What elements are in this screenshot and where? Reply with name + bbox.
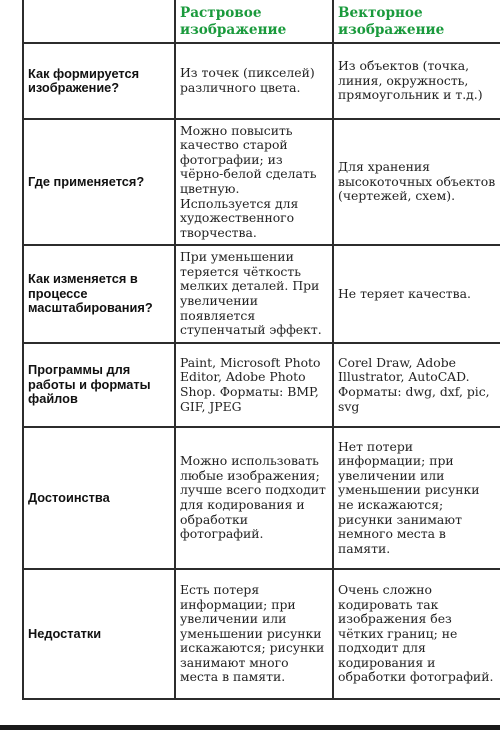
cell-raster-disadvantages: Есть потеря информации; при увеличении или уменьшении рисунки искажаются; рисунки занимают много места в памяти. <box>175 569 333 699</box>
table-header-row <box>23 0 500 43</box>
cell-vector-scaling: Не теряет качества. <box>333 245 500 343</box>
cell-vector-advantages: Нет потери информации; при увеличении или уменьшении рисунки не искажаются; рисунки занимают немного места в памяти. <box>333 427 500 569</box>
cell-vector-usage: Для хранения высокоточных объектов (чертежей, схем). <box>333 119 500 245</box>
table-row <box>23 569 500 699</box>
table-row <box>23 119 500 245</box>
cell-raster-usage: Можно повысить качество старой фотографии; из чёрно-белой сделать цветную. Используется для художественного творчества. <box>175 119 333 245</box>
row-label-usage: Где применяется? <box>23 119 175 245</box>
row-label-scaling: Как изменяется в процессе масштабирования? <box>23 245 175 343</box>
cell-vector-disadvantages: Очень сложно кодировать так изображения без чётких границ; не подходит для кодирования и обработки фотографий. <box>333 569 500 699</box>
table-row <box>23 43 500 119</box>
comparison-table-container <box>22 0 500 700</box>
table-row <box>23 427 500 569</box>
row-label-advantages: Достоинства <box>23 427 175 569</box>
comparison-table <box>22 0 500 700</box>
row-label-formation: Как формируется изображение? <box>23 43 175 119</box>
cell-raster-advantages: Можно использовать любые изображения; лучше всего подходит для кодирования и обработки фотографий. <box>175 427 333 569</box>
row-label-disadvantages: Недостатки <box>23 569 175 699</box>
row-label-programs: Программы для работы и форматы файлов <box>23 343 175 427</box>
cell-vector-formation: Из объектов (точка, линия, окружность, прямоугольник и т.д.) <box>333 43 500 119</box>
header-empty-cell <box>23 0 175 43</box>
header-raster: Растровое изображение <box>175 0 333 43</box>
cell-raster-formation: Из точек (пикселей) различного цвета. <box>175 43 333 119</box>
cell-raster-programs: Paint, Microsoft Photo Editor, Adobe Photo Shop. Форматы: BMP, GIF, JPEG <box>175 343 333 427</box>
table-row <box>23 245 500 343</box>
cell-vector-programs: Corel Draw, Adobe Illustrator, AutoCAD. Форматы: dwg, dxf, pic, svg <box>333 343 500 427</box>
bottom-border-strip <box>0 725 500 730</box>
table-row <box>23 343 500 427</box>
cell-raster-scaling: При уменьшении теряется чёткость мелких деталей. При увеличении появляется ступенчатый эффект. <box>175 245 333 343</box>
header-vector: Векторное изображение <box>333 0 500 43</box>
